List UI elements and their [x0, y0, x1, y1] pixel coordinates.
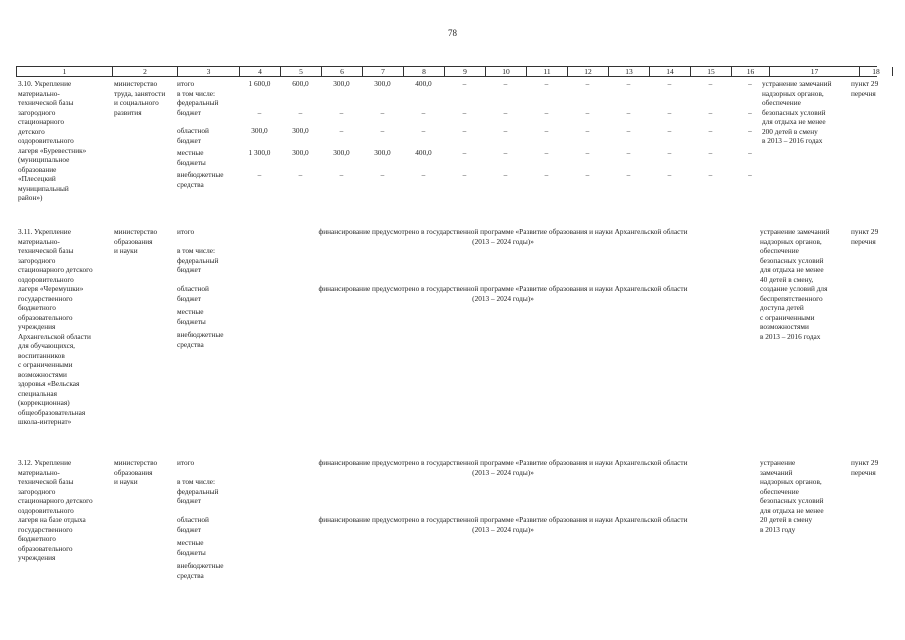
row-3-10-value: – [708, 148, 713, 157]
row-3-10-value: – [585, 170, 590, 179]
row-3-11-name: 3.11. Укрепление материально- технической базы загородного стационарного детского оздоровительного лагеря «Черемушки» государственного бюджетного образовательного учреждения Архангельской области для обучающихся, воспитанников с ограниченными возможностями здоровья «Вельская специальная (коррекционная) общеобразовательная школа-интернат» [18, 227, 93, 426]
row-3-10-value: 600,0 [292, 79, 309, 88]
column-number-header [16, 66, 880, 77]
column-header-2: 2 [112, 67, 177, 76]
row-3-10-value: – [544, 126, 549, 135]
row-3-12-item: пункт 29 перечня [851, 458, 879, 477]
row-3-10-value: – [380, 107, 385, 117]
column-header-8: 8 [403, 67, 444, 76]
row-3-10-item: пункт 29 перечня [851, 79, 879, 98]
row-3-10-value: – [667, 126, 672, 135]
row-3-10-value: – [544, 79, 549, 88]
column-header-18: 18 [859, 67, 893, 76]
row-3-11-source-label: итого [177, 227, 195, 236]
row-3-10-value: 300,0 [333, 79, 350, 88]
row-3-10-value: – [421, 107, 426, 117]
row-3-10-value: – [667, 170, 672, 179]
row-3-10-value: 300,0 [292, 148, 309, 157]
row-3-10-value: – [421, 170, 426, 179]
row-3-10-value: – [503, 148, 508, 157]
row-3-10-name: 3.10. Укрепление материально- технической базы загородного стационарного детского оздоровительного лагеря «Буревестник» (муниципальное образование «Плесецкий муниципальный район») [18, 79, 87, 202]
row-3-10-value: – [585, 79, 590, 88]
row-3-10-source-label: местные бюджеты [177, 148, 206, 167]
row-3-10-value: – [298, 107, 303, 117]
row-3-10-source-label: в том числе: федеральный бюджет [177, 88, 219, 117]
row-3-10-value: – [339, 107, 344, 117]
row-3-10-value: – [421, 126, 426, 135]
row-3-10-value: 300,0 [333, 148, 350, 157]
row-3-10-value: – [339, 126, 344, 135]
row-3-10-source-label: внебюджетные средства [177, 170, 224, 189]
row-3-10-value: – [626, 126, 631, 135]
row-3-10-value: – [257, 107, 262, 117]
column-header-9: 9 [444, 67, 485, 76]
column-header-16: 16 [731, 67, 769, 76]
row-3-10-value: – [462, 126, 467, 135]
row-3-12-name: 3.12. Укрепление материально- технической базы загородного стационарного детского оздоровительного лагеря на базе отдыха государственного бюджетного образовательного учреждения [18, 458, 93, 562]
row-3-10-value: 300,0 [292, 126, 309, 135]
row-3-10-source-label: областной бюджет [177, 126, 209, 145]
row-3-10-value: – [462, 107, 467, 117]
row-3-10-value: 400,0 [415, 79, 432, 88]
row-3-10-source-label: итого [177, 79, 195, 88]
row-3-10-value: – [708, 79, 713, 88]
page-number: 78 [448, 28, 457, 38]
row-3-11-source-label: внебюджетные средства [177, 330, 224, 349]
row-3-12-executor: министерство образования и науки [114, 458, 158, 486]
row-3-11-financing-note: финансирование предусмотрено в государственной программе «Развитие образования и науки Архангельской области (2013 – 2024 годы)» [318, 227, 688, 246]
row-3-11-financing-note: финансирование предусмотрено в государственной программе «Развитие образования и науки Архангельской области (2013 – 2024 годы)» [318, 284, 688, 303]
column-header-13: 13 [608, 67, 649, 76]
column-header-5: 5 [280, 67, 321, 76]
row-3-10-value: – [339, 170, 344, 179]
row-3-10-value: – [462, 148, 467, 157]
row-3-12-source-label: областной бюджет [177, 515, 209, 534]
row-3-11-source-label: местные бюджеты [177, 307, 206, 326]
column-header-14: 14 [649, 67, 690, 76]
row-3-12-source-label: внебюджетные средства [177, 561, 224, 580]
row-3-10-value: – [626, 170, 631, 179]
row-3-10-value: – [544, 107, 549, 117]
row-3-10-value: 1 600,0 [248, 79, 271, 88]
column-header-7: 7 [362, 67, 403, 76]
column-header-6: 6 [321, 67, 362, 76]
row-3-11-source-label: областной бюджет [177, 284, 209, 303]
column-header-11: 11 [526, 67, 567, 76]
row-3-10-value: – [667, 148, 672, 157]
row-3-10-result: устранение замечаний надзорных органов, обеспечение безопасных условий для отдыха не менее 200 детей в смену в 2013 – 2016 годах [762, 79, 832, 145]
column-header-17: 17 [769, 67, 859, 76]
row-3-10-value: – [626, 148, 631, 157]
row-3-12-source-label: в том числе: федеральный бюджет [177, 477, 219, 505]
row-3-12-source-label: местные бюджеты [177, 538, 206, 557]
row-3-10-value: – [257, 170, 262, 179]
row-3-10-value: – [380, 170, 385, 179]
row-3-10-value: – [708, 107, 713, 117]
row-3-10-value: – [503, 107, 508, 117]
row-3-10-value: – [462, 79, 467, 88]
row-3-12-result: устранение замечаний надзорных органов, обеспечение безопасных условий для отдыха не менее 20 детей в смену в 2013 году [760, 458, 824, 534]
column-header-3: 3 [177, 67, 239, 76]
row-3-10-value: – [585, 107, 590, 117]
column-header-12: 12 [567, 67, 608, 76]
row-3-10-value: – [748, 126, 752, 135]
row-3-10-value: 300,0 [251, 126, 268, 135]
row-3-10-value: – [708, 170, 713, 179]
row-3-10-executor: министерство труда, занятости и социального развития [114, 79, 166, 117]
row-3-10-value: – [748, 107, 752, 117]
column-header-10: 10 [485, 67, 526, 76]
column-header-15: 15 [690, 67, 731, 76]
row-3-10-value: – [708, 126, 713, 135]
column-header-1: 1 [16, 67, 112, 76]
row-3-10-value: – [626, 79, 631, 88]
row-3-10-value: – [503, 126, 508, 135]
row-3-10-value: 1 300,0 [248, 148, 271, 157]
row-3-10-value: – [380, 126, 385, 135]
row-3-10-value: – [503, 79, 508, 88]
row-3-11-result: устранение замечаний надзорных органов, обеспечение безопасных условий для отдыха не менее 40 детей в смену, создание условий для беспрепятственного доступа детей с ограниченными возможностями в 2013 – 2016 годах [760, 227, 830, 341]
row-3-10-value: – [626, 107, 631, 117]
row-3-10-value: – [748, 170, 752, 179]
row-3-12-source-label: итого [177, 458, 195, 467]
row-3-10-value: – [667, 79, 672, 88]
row-3-11-source-label: в том числе: федеральный бюджет [177, 246, 219, 274]
row-3-10-value: – [748, 148, 752, 157]
row-3-11-executor: министерство образования и науки [114, 227, 158, 255]
row-3-10-value: – [585, 148, 590, 157]
row-3-10-value: 300,0 [374, 148, 391, 157]
row-3-10-value: – [667, 107, 672, 117]
row-3-10-value: – [748, 79, 752, 88]
column-header-4: 4 [239, 67, 280, 76]
row-3-12-financing-note: финансирование предусмотрено в государственной программе «Развитие образования и науки Архангельской области (2013 – 2024 годы)» [318, 515, 688, 534]
row-3-10-value: – [503, 170, 508, 179]
row-3-10-value: 300,0 [374, 79, 391, 88]
row-3-10-value: 400,0 [415, 148, 432, 157]
row-3-10-value: – [298, 170, 303, 179]
row-3-10-value: – [462, 170, 467, 179]
row-3-10-value: – [544, 148, 549, 157]
row-3-10-value: – [544, 170, 549, 179]
row-3-10-value: – [585, 126, 590, 135]
row-3-11-item: пункт 29 перечня [851, 227, 879, 246]
row-3-12-financing-note: финансирование предусмотрено в государственной программе «Развитие образования и науки Архангельской области (2013 – 2024 годы)» [318, 458, 688, 477]
